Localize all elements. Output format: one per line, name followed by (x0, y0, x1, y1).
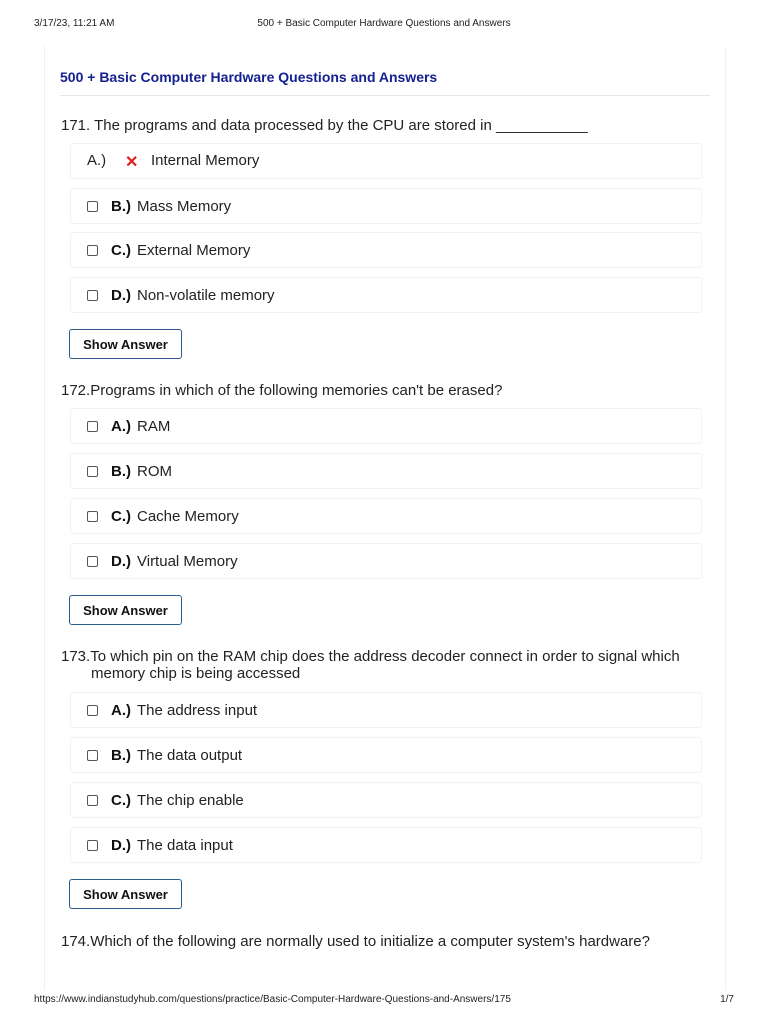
option-173-a[interactable] (70, 692, 702, 728)
option-letter: C.) (111, 508, 131, 525)
option-checkbox[interactable] (87, 795, 98, 806)
option-checkbox[interactable] (87, 245, 98, 256)
option-checkbox[interactable] (87, 201, 98, 212)
option-172-a[interactable] (70, 408, 702, 444)
option-text: RAM (137, 418, 171, 435)
option-text: Internal Memory (151, 152, 260, 169)
option-171-b[interactable] (70, 188, 702, 224)
option-checkbox[interactable] (87, 750, 98, 761)
option-checkbox[interactable] (87, 421, 98, 432)
option-letter: D.) (111, 287, 131, 304)
option-173-c[interactable] (70, 782, 702, 818)
option-text: External Memory (137, 242, 251, 259)
option-letter: B.) (111, 747, 131, 764)
page-title: 500 + Basic Computer Hardware Questions and Answers (60, 69, 438, 85)
page-indicator: 1/7 (720, 994, 734, 1005)
option-text: Mass Memory (137, 198, 232, 215)
option-checkbox[interactable] (87, 556, 98, 567)
show-answer-button-172[interactable]: Show Answer (69, 595, 182, 625)
option-text: ROM (137, 463, 172, 480)
question-172: 172.Programs in which of the following memories can't be erased? (61, 382, 503, 399)
option-letter: A.) (87, 152, 107, 169)
print-url: https://www.indianstudyhub.com/questions/practice/Basic-Computer-Hardware-Questions-and-Answers/175 (34, 994, 511, 1005)
option-171-a[interactable] (70, 143, 702, 179)
option-letter: D.) (111, 553, 131, 570)
option-checkbox[interactable] (87, 290, 98, 301)
option-text: The address input (137, 702, 258, 719)
question-174: 174.Which of the following are normally used to initialize a computer system's hardware? (61, 933, 650, 950)
option-171-c[interactable] (70, 232, 702, 268)
option-letter: C.) (111, 792, 131, 809)
print-datetime: 3/17/23, 11:21 AM (34, 18, 115, 29)
option-172-b[interactable] (70, 453, 702, 489)
option-checkbox[interactable] (87, 511, 98, 522)
show-answer-button-171[interactable]: Show Answer (69, 329, 182, 359)
option-letter: B.) (111, 198, 131, 215)
print-footer (34, 994, 734, 1006)
print-doc-title: 500 + Basic Computer Hardware Questions and Answers (257, 18, 511, 29)
wrong-answer-icon: ✕ (125, 154, 139, 171)
option-letter: D.) (111, 837, 131, 854)
option-173-d[interactable] (70, 827, 702, 863)
option-checkbox[interactable] (87, 705, 98, 716)
option-checkbox[interactable] (87, 466, 98, 477)
option-173-b[interactable] (70, 737, 702, 773)
title-divider (60, 95, 710, 96)
option-text: The data output (137, 747, 243, 764)
show-answer-button-173[interactable]: Show Answer (69, 879, 182, 909)
question-171: 171. The programs and data processed by the CPU are stored in ___________ (61, 117, 588, 134)
option-171-d[interactable] (70, 277, 702, 313)
option-text: The data input (137, 837, 233, 854)
option-text: The chip enable (137, 792, 244, 809)
option-172-c[interactable] (70, 498, 702, 534)
option-text: Virtual Memory (137, 553, 238, 570)
option-text: Non-volatile memory (137, 287, 275, 304)
option-letter: A.) (111, 418, 131, 435)
option-172-d[interactable] (70, 543, 702, 579)
option-letter: A.) (111, 702, 131, 719)
option-text: Cache Memory (137, 508, 239, 525)
option-checkbox[interactable] (87, 840, 98, 851)
option-letter: C.) (111, 242, 131, 259)
question-173: 173.To which pin on the RAM chip does the address decoder connect in order to signal which memory chip is being accessed (61, 648, 680, 682)
print-header (34, 18, 734, 30)
option-letter: B.) (111, 463, 131, 480)
